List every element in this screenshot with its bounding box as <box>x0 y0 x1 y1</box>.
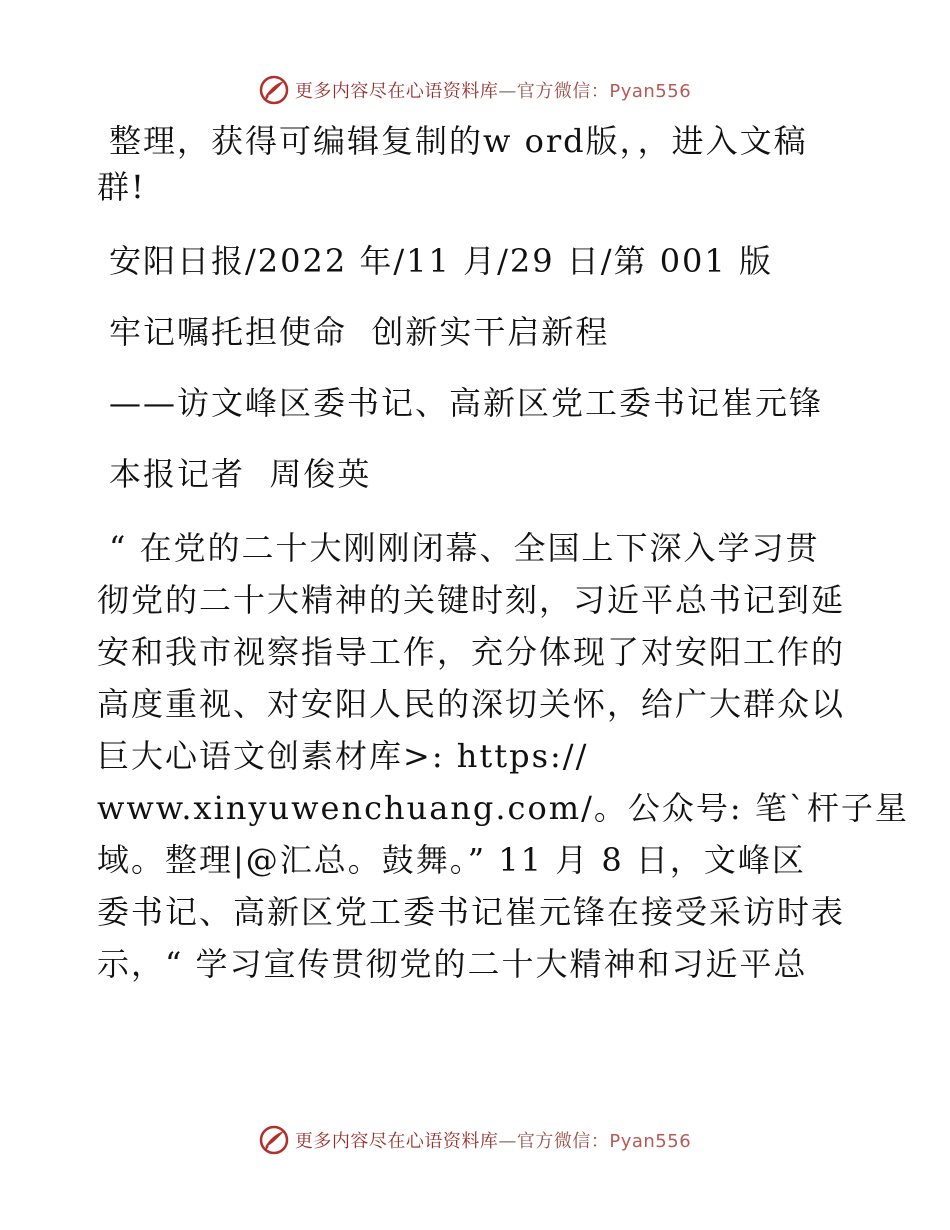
watermark-wechat-label: 官方微信： <box>516 1131 610 1152</box>
body-line: 巨大心语文创素材库>: https:// <box>97 737 589 775</box>
watermark-dash: — <box>498 81 517 102</box>
body-line: 彻党的二十大精神的关键时刻，习近平总书记到延 <box>97 581 846 619</box>
body-line: 域。整理|@汇总。鼓舞。” 11 月 8 日，文峰区 <box>97 841 806 879</box>
body-line: 安和我市视察指导工作，充分体现了对安阳工作的 <box>97 633 846 671</box>
intro-line-1: 整理，获得可编辑复制的w ord版，，进入文稿 <box>109 122 808 160</box>
watermark-site-text: 更多内容尽在心语资料库 <box>294 1131 499 1152</box>
subheadline: ——访文峰区委书记、高新区党工委书记崔元锋 <box>109 384 824 422</box>
article-paragraph <box>97 522 909 990</box>
watermark-text <box>295 1127 691 1153</box>
watermark-text <box>295 77 691 103</box>
watermark-site-text: 更多内容尽在心语资料库 <box>294 81 499 102</box>
watermark-dash: — <box>498 1131 517 1152</box>
body-line: www.xinyuwenchuang.com/。公众号: 笔`杆子星 <box>97 789 909 827</box>
body-line: “ 在党的二十大刚刚闭幕、全国上下深入学习贯 <box>109 529 820 567</box>
dateline: 安阳日报/2022 年/11 月/29 日/第 001 版 <box>109 242 773 280</box>
watermark-account: Pyan556 <box>609 81 692 102</box>
body-line: 高度重视、对安阳人民的深切关怀，给广大群众以 <box>97 685 846 723</box>
bottom-watermark <box>0 1120 950 1160</box>
quill-logo-icon <box>259 75 289 105</box>
watermark-wechat-label: 官方微信： <box>516 81 610 102</box>
body-line: 示，“ 学习宣传贯彻党的二十大精神和习近平总 <box>97 945 808 983</box>
body-line: 委书记、高新区党工委书记崔元锋在接受采访时表 <box>97 893 846 931</box>
watermark-account: Pyan556 <box>609 1131 692 1152</box>
byline: 本报记者 周俊英 <box>109 455 372 493</box>
headline: 牢记嘱托担使命 创新实干启新程 <box>109 313 610 351</box>
top-watermark <box>0 70 950 110</box>
intro-line-2: 群! <box>97 168 146 206</box>
quill-logo-icon <box>259 1125 289 1155</box>
document-body <box>97 118 909 990</box>
